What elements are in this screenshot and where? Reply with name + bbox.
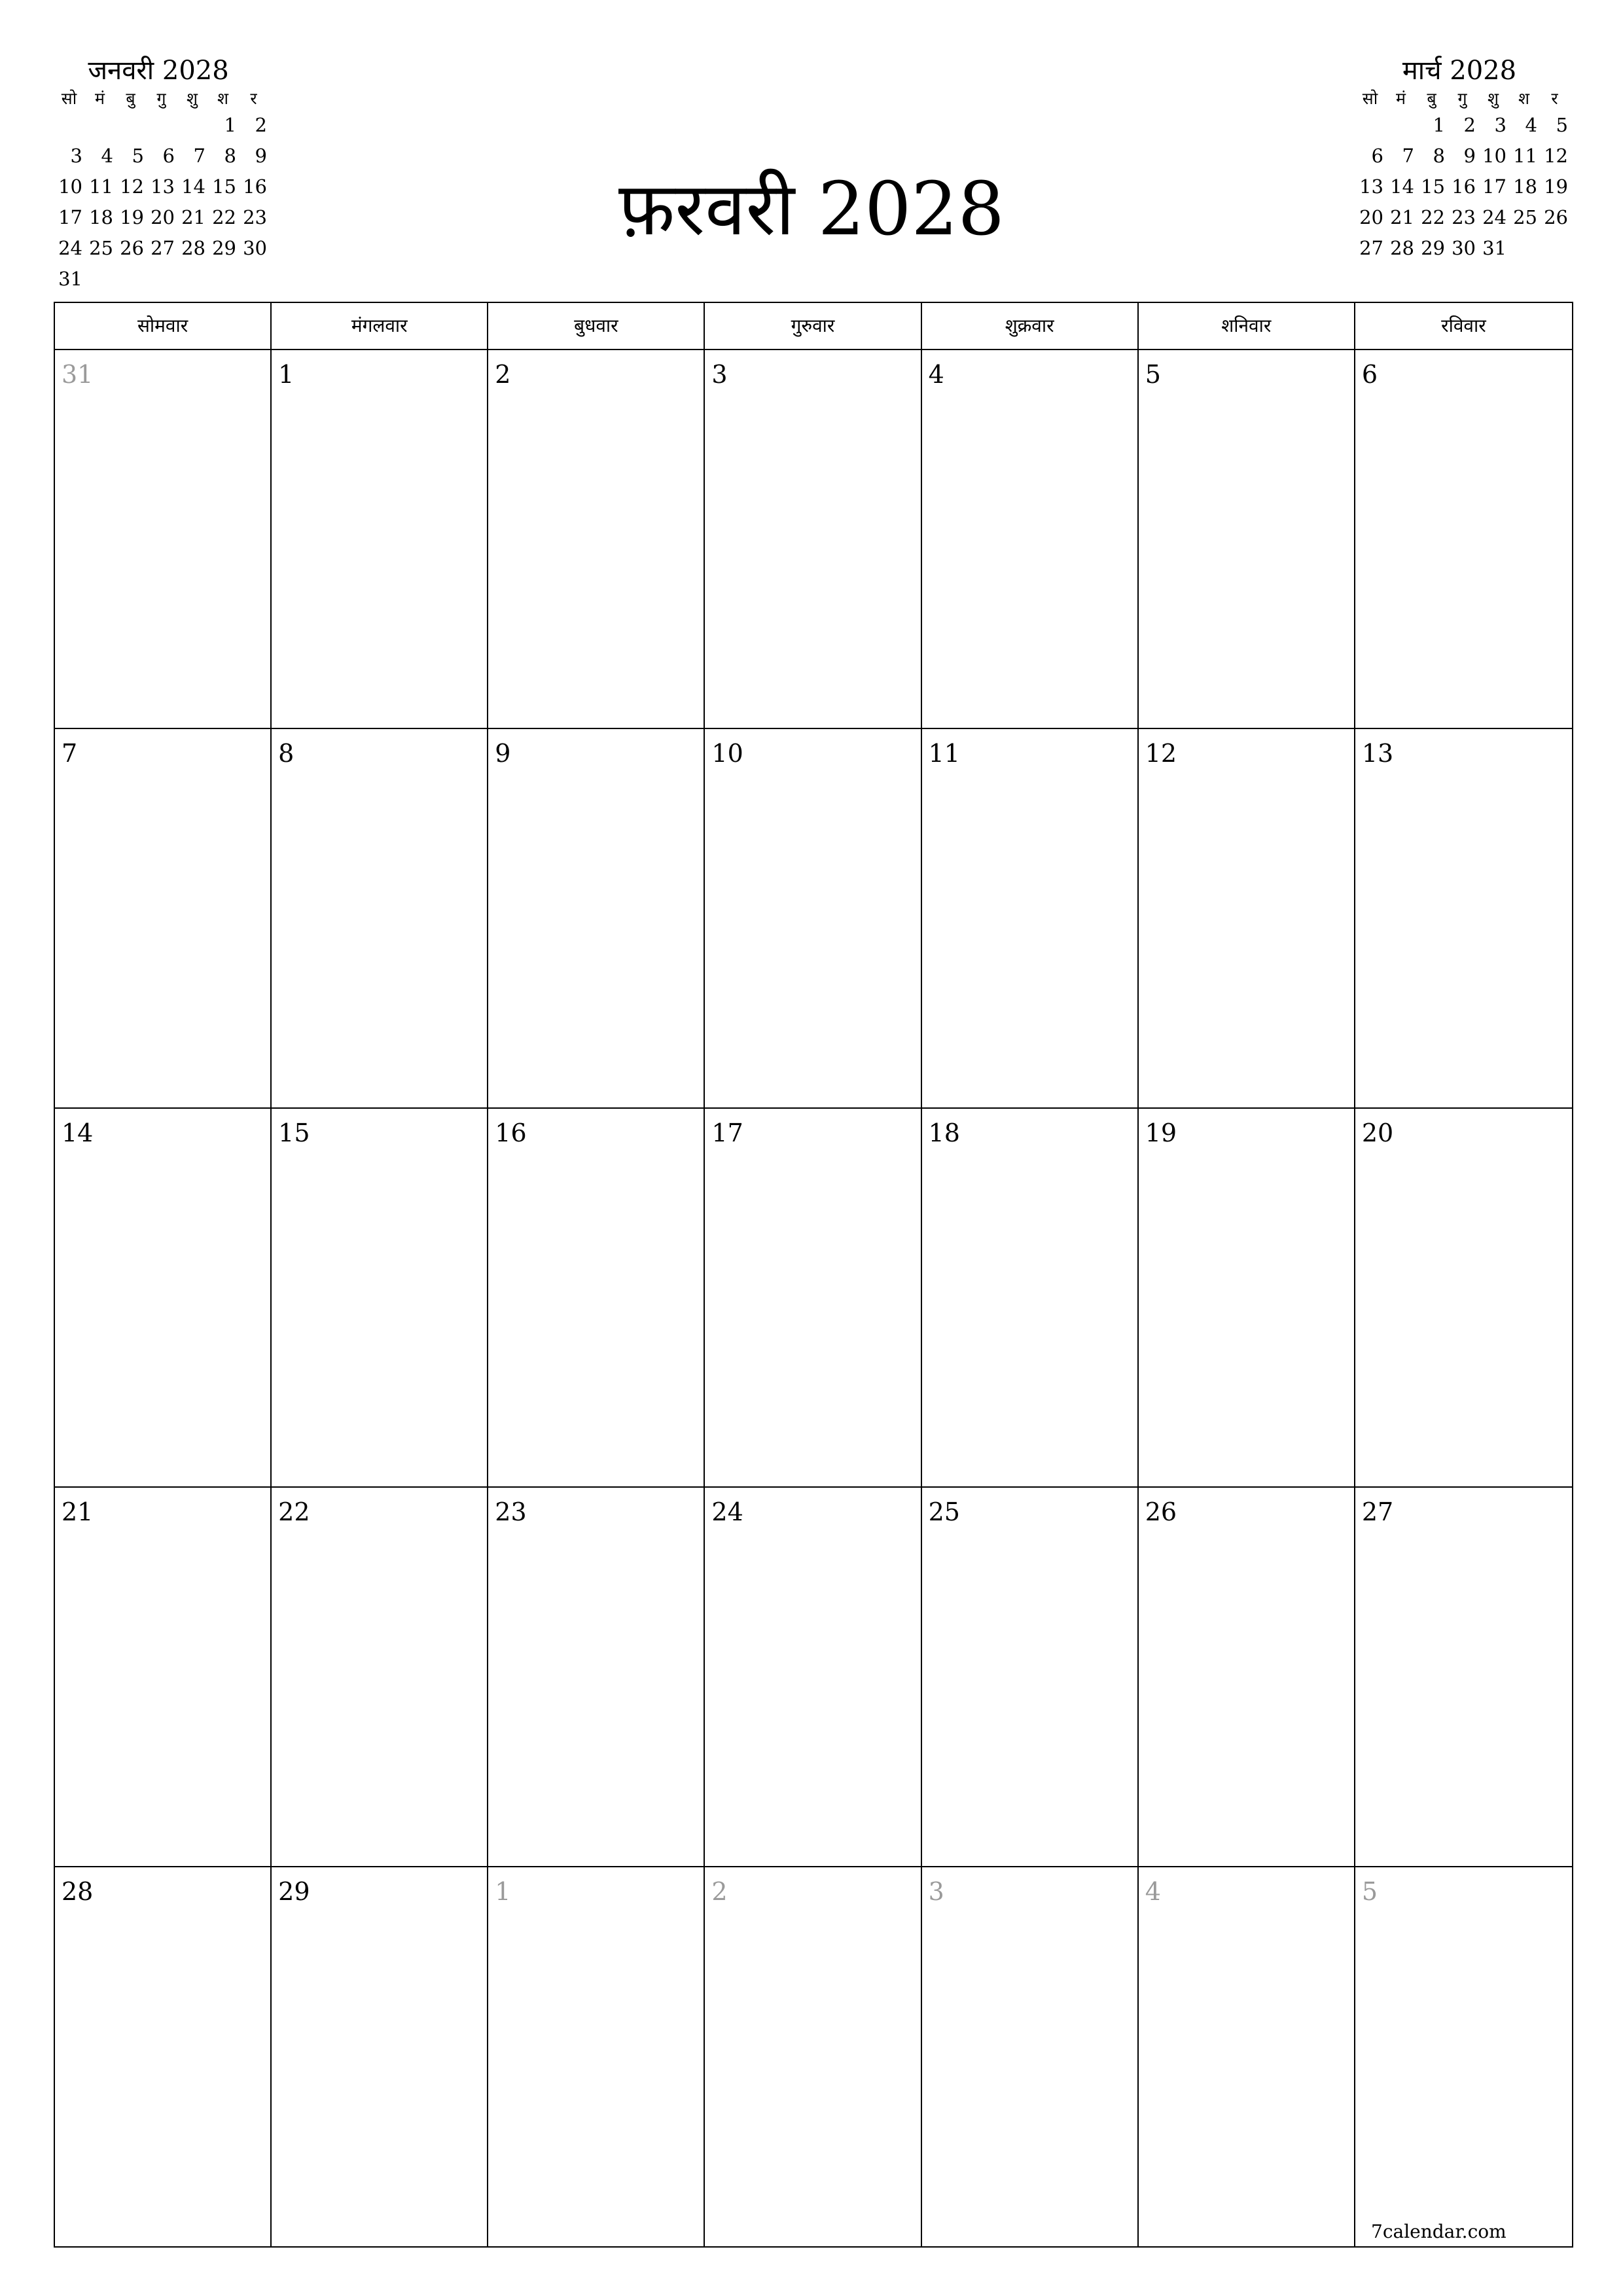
mini-weekday: बु [126, 89, 135, 108]
mini-calendar-next-body [1355, 110, 1568, 264]
mini-day: 17 [58, 206, 82, 228]
mini-day: 9 [1463, 145, 1476, 167]
mini-day [84, 110, 115, 141]
day-cell [1355, 729, 1572, 1107]
day-cell [488, 1109, 705, 1486]
mini-weekday: श [217, 89, 228, 108]
mini-day: 19 [1544, 175, 1568, 198]
day-cell [55, 1488, 272, 1865]
mini-week-row [54, 202, 267, 233]
day-number: 22 [278, 1498, 310, 1527]
mini-calendar-prev-weekdays [54, 88, 263, 110]
weekday-tuesday: मंगलवार [272, 303, 488, 349]
day-number: 12 [1145, 739, 1177, 768]
mini-calendar-prev [54, 54, 267, 295]
mini-day [207, 264, 238, 295]
mini-day [146, 264, 177, 295]
mini-week-row [54, 233, 267, 264]
mini-day: 7 [1402, 145, 1414, 167]
mini-week-row [54, 141, 267, 171]
day-number: 27 [1361, 1498, 1394, 1527]
mini-day: 25 [89, 237, 113, 259]
day-cell [705, 1109, 921, 1486]
day-number: 10 [711, 739, 743, 768]
day-cell-other-month [705, 1867, 921, 2246]
day-cell [488, 350, 705, 728]
mini-day [54, 110, 84, 141]
day-number: 4 [1145, 1876, 1161, 1906]
mini-day [238, 264, 269, 295]
day-number: 20 [1361, 1118, 1394, 1147]
mini-weekday: र [1551, 89, 1558, 108]
day-number: 2 [495, 360, 511, 389]
day-number: 9 [495, 739, 511, 768]
week-row [55, 1867, 1572, 2246]
day-number: 31 [62, 360, 94, 389]
day-cell-other-month [1355, 1867, 1572, 2246]
mini-day: 22 [212, 206, 236, 228]
mini-day: 14 [181, 175, 205, 198]
day-number: 28 [62, 1876, 94, 1906]
mini-day [1355, 110, 1385, 141]
mini-day: 11 [1513, 145, 1537, 167]
mini-day: 18 [1513, 175, 1537, 198]
day-number: 21 [62, 1498, 94, 1527]
mini-week-row [1355, 233, 1564, 264]
mini-day: 13 [1359, 175, 1383, 198]
mini-day: 15 [212, 175, 236, 198]
mini-day: 26 [1544, 206, 1568, 228]
day-number: 4 [928, 360, 944, 389]
day-number: 25 [928, 1498, 960, 1527]
mini-day [1508, 233, 1539, 264]
mini-day: 21 [1390, 206, 1414, 228]
day-cell [705, 350, 921, 728]
week-row [55, 729, 1572, 1108]
mini-day [115, 264, 146, 295]
mini-day: 22 [1421, 206, 1445, 228]
mini-day: 8 [1433, 145, 1445, 167]
day-number: 24 [711, 1498, 743, 1527]
mini-weekday: शु [186, 89, 198, 108]
mini-day: 16 [243, 175, 267, 198]
mini-day: 26 [120, 237, 144, 259]
day-cell [488, 1488, 705, 1865]
day-cell [922, 1488, 1139, 1865]
day-cell [55, 729, 272, 1107]
mini-day: 5 [132, 145, 144, 167]
week-row [55, 350, 1572, 729]
mini-day: 20 [1359, 206, 1383, 228]
day-number: 1 [495, 1876, 511, 1906]
mini-week-row [1355, 171, 1568, 202]
mini-day: 10 [58, 175, 82, 198]
week-row [55, 1488, 1572, 1867]
day-cell [1139, 1109, 1355, 1486]
footer-source: 7calendar.com [1371, 2221, 1507, 2242]
mini-day: 28 [1390, 237, 1414, 259]
day-cell-other-month [55, 350, 272, 728]
month-grid [54, 302, 1573, 2248]
day-number: 3 [928, 1876, 944, 1906]
mini-day: 31 [1482, 237, 1507, 259]
day-cell [272, 1488, 488, 1865]
day-number: 14 [62, 1118, 94, 1147]
day-number: 3 [711, 360, 728, 389]
mini-day: 30 [243, 237, 267, 259]
day-cell-other-month [922, 1867, 1139, 2246]
mini-day: 6 [1371, 145, 1383, 167]
mini-day: 4 [1525, 114, 1537, 136]
mini-weekday: र [250, 89, 257, 108]
weekday-sunday: रविवार [1441, 315, 1486, 336]
mini-day: 15 [1421, 175, 1445, 198]
day-number: 11 [928, 739, 960, 768]
day-cell [272, 1867, 488, 2246]
day-number: 29 [278, 1876, 310, 1906]
day-cell [272, 1109, 488, 1486]
day-number: 5 [1361, 1876, 1378, 1906]
day-number: 1 [278, 360, 294, 389]
mini-week-row [54, 110, 267, 141]
mini-day: 18 [89, 206, 113, 228]
mini-day: 14 [1390, 175, 1414, 198]
day-number: 23 [495, 1498, 527, 1527]
mini-weekday: गु [156, 89, 166, 108]
mini-weekday: मं [1396, 89, 1406, 108]
day-number: 18 [928, 1118, 960, 1147]
day-cell [705, 1488, 921, 1865]
mini-day: 12 [1544, 145, 1568, 167]
day-number: 7 [62, 739, 78, 768]
mini-calendar-prev-title: जनवरी 2028 [88, 56, 229, 86]
day-cell [1355, 350, 1572, 728]
weeks-container [55, 350, 1572, 2246]
mini-day: 29 [212, 237, 236, 259]
mini-day [146, 110, 177, 141]
mini-day: 8 [224, 145, 236, 167]
mini-weekday: बु [1427, 89, 1436, 108]
day-number: 2 [711, 1876, 728, 1906]
day-cell [1139, 729, 1355, 1107]
mini-day: 1 [224, 114, 236, 136]
day-number: 16 [495, 1118, 527, 1147]
mini-weekday: शु [1487, 89, 1499, 108]
mini-day: 28 [181, 237, 205, 259]
day-cell [1139, 1488, 1355, 1865]
mini-day: 27 [151, 237, 175, 259]
mini-day: 30 [1452, 237, 1476, 259]
mini-weekday: श [1518, 89, 1529, 108]
mini-day: 27 [1359, 237, 1383, 259]
mini-day [115, 110, 146, 141]
mini-day: 2 [255, 114, 267, 136]
mini-day: 19 [120, 206, 144, 228]
mini-day [177, 110, 207, 141]
day-number: 26 [1145, 1498, 1177, 1527]
mini-day: 24 [58, 237, 82, 259]
mini-day: 5 [1556, 114, 1568, 136]
day-number: 6 [1361, 360, 1378, 389]
mini-day: 3 [70, 145, 82, 167]
day-cell-other-month [1139, 1867, 1355, 2246]
mini-day: 3 [1494, 114, 1507, 136]
mini-day: 23 [243, 206, 267, 228]
day-number: 8 [278, 739, 294, 768]
day-cell [1355, 1109, 1572, 1486]
mini-week-row [54, 171, 267, 202]
mini-day [1385, 110, 1416, 141]
mini-weekday: सो [1362, 89, 1378, 108]
day-cell [55, 1109, 272, 1486]
day-cell [705, 729, 921, 1107]
mini-day: 25 [1513, 206, 1537, 228]
day-number: 19 [1145, 1118, 1177, 1147]
mini-day: 21 [181, 206, 205, 228]
mini-day: 6 [162, 145, 175, 167]
mini-day: 16 [1452, 175, 1476, 198]
weekday-wednesday: बुधवार [488, 303, 705, 349]
mini-week-row [1355, 141, 1568, 171]
mini-day: 10 [1482, 145, 1507, 167]
day-cell [922, 729, 1139, 1107]
mini-week-row [54, 264, 263, 295]
mini-calendar-next [1355, 54, 1568, 264]
mini-day [1539, 233, 1570, 264]
day-cell [272, 350, 488, 728]
mini-day: 4 [101, 145, 113, 167]
mini-week-row [1355, 202, 1568, 233]
mini-day: 9 [255, 145, 267, 167]
mini-day [177, 264, 207, 295]
weekday-monday: सोमवार [55, 303, 272, 349]
mini-weekday: गु [1457, 89, 1467, 108]
mini-day: 1 [1433, 114, 1445, 136]
mini-day: 11 [89, 175, 113, 198]
mini-day [84, 264, 115, 295]
weekday-thursday: गुरुवार [705, 303, 921, 349]
day-cell [1139, 350, 1355, 728]
day-number: 17 [711, 1118, 743, 1147]
mini-calendar-prev-body [54, 110, 267, 295]
mini-day: 29 [1421, 237, 1445, 259]
day-cell [1355, 1488, 1572, 1865]
day-number: 5 [1145, 360, 1161, 389]
day-cell [55, 1867, 272, 2246]
page-title: फ़रवरी 2028 [618, 167, 1005, 252]
day-cell [922, 350, 1139, 728]
mini-day: 20 [151, 206, 175, 228]
day-number: 15 [278, 1118, 310, 1147]
mini-weekday: मं [95, 89, 105, 108]
mini-day: 2 [1463, 114, 1476, 136]
week-row [55, 1109, 1572, 1488]
mini-weekday: सो [61, 89, 77, 108]
mini-week-row [1355, 110, 1568, 141]
mini-calendar-next-weekdays [1355, 88, 1564, 110]
day-number: 13 [1361, 739, 1394, 768]
mini-calendar-next-title: मार्च 2028 [1402, 56, 1517, 86]
day-cell [272, 729, 488, 1107]
mini-day: 17 [1482, 175, 1507, 198]
mini-day: 12 [120, 175, 144, 198]
mini-day: 31 [58, 268, 82, 290]
day-cell-other-month [488, 1867, 705, 2246]
mini-day: 7 [193, 145, 205, 167]
weekday-header [55, 303, 1572, 350]
day-cell [488, 729, 705, 1107]
mini-day: 24 [1482, 206, 1507, 228]
mini-day: 23 [1452, 206, 1476, 228]
mini-day: 13 [151, 175, 175, 198]
weekday-saturday: शनिवार [1139, 303, 1355, 349]
weekday-friday: शुक्रवार [922, 303, 1139, 349]
day-cell [922, 1109, 1139, 1486]
